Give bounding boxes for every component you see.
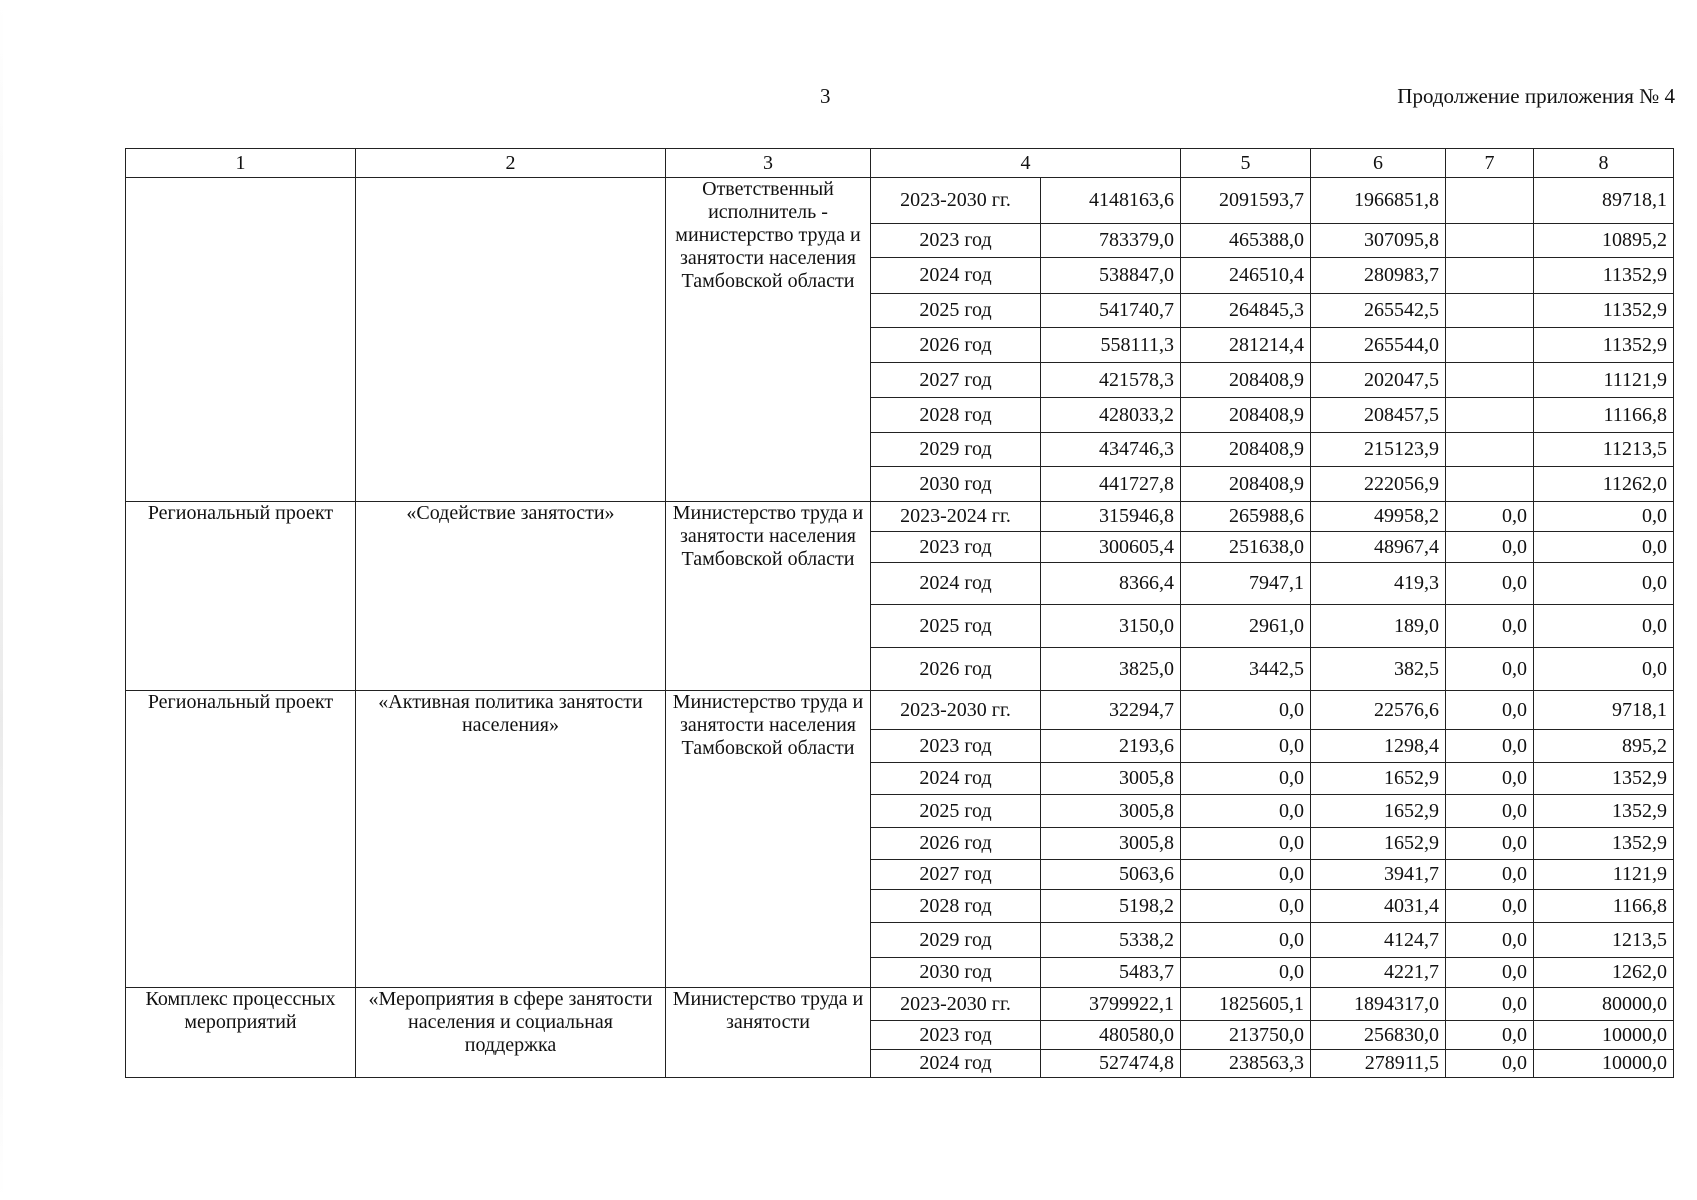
period-cell: 2025 год [871, 294, 1041, 328]
amount-cell-6: 4124,7 [1311, 923, 1446, 958]
table-body [126, 178, 1674, 1078]
amount-cell-6: 307095,8 [1311, 224, 1446, 258]
amount-cell-4: 3799922,1 [1041, 988, 1181, 1021]
section-name-cell: «Содействие занятости» [356, 502, 666, 691]
period-cell: 2024 год [871, 563, 1041, 605]
page-number: 3 [820, 84, 831, 108]
amount-cell-7: 0,0 [1446, 958, 1534, 988]
amount-cell-7: 0,0 [1446, 795, 1534, 828]
amount-cell-5: 213750,0 [1181, 1021, 1311, 1050]
amount-cell-7: 0,0 [1446, 691, 1534, 730]
amount-cell-6: 4031,4 [1311, 890, 1446, 923]
amount-cell-4: 538847,0 [1041, 258, 1181, 294]
amount-cell-7 [1446, 224, 1534, 258]
amount-cell-6: 208457,5 [1311, 398, 1446, 433]
amount-cell-8: 11352,9 [1534, 258, 1674, 294]
amount-cell-8: 0,0 [1534, 563, 1674, 605]
executor-cell: Министерство труда и занятости [666, 988, 871, 1078]
amount-cell-6: 1298,4 [1311, 730, 1446, 763]
table-row [126, 502, 1674, 532]
amount-cell-5: 265988,6 [1181, 502, 1311, 532]
amount-cell-6: 1652,9 [1311, 763, 1446, 795]
amount-cell-5: 0,0 [1181, 828, 1311, 860]
amount-cell-6: 256830,0 [1311, 1021, 1446, 1050]
amount-cell-5: 0,0 [1181, 890, 1311, 923]
period-cell: 2024 год [871, 258, 1041, 294]
amount-cell-6: 382,5 [1311, 648, 1446, 691]
amount-cell-6: 278911,5 [1311, 1050, 1446, 1078]
amount-cell-4: 3005,8 [1041, 828, 1181, 860]
amount-cell-6: 48967,4 [1311, 532, 1446, 563]
section-type-cell: Региональный проект [126, 502, 356, 691]
period-cell: 2024 год [871, 763, 1041, 795]
period-cell: 2023-2030 гг. [871, 691, 1041, 730]
amount-cell-5: 2961,0 [1181, 605, 1311, 648]
amount-cell-7: 0,0 [1446, 923, 1534, 958]
amount-cell-6: 1894317,0 [1311, 988, 1446, 1021]
amount-cell-8: 1352,9 [1534, 828, 1674, 860]
period-cell: 2027 год [871, 860, 1041, 890]
amount-cell-6: 3941,7 [1311, 860, 1446, 890]
amount-cell-8: 11262,0 [1534, 467, 1674, 502]
amount-cell-4: 3005,8 [1041, 795, 1181, 828]
amount-cell-4: 32294,7 [1041, 691, 1181, 730]
amount-cell-4: 558111,3 [1041, 328, 1181, 363]
amount-cell-8: 11352,9 [1534, 294, 1674, 328]
amount-cell-4: 2193,6 [1041, 730, 1181, 763]
period-cell: 2023 год [871, 1021, 1041, 1050]
amount-cell-8: 11166,8 [1534, 398, 1674, 433]
amount-cell-8: 0,0 [1534, 502, 1674, 532]
amount-cell-7 [1446, 467, 1534, 502]
section-type-cell: Региональный проект [126, 691, 356, 988]
amount-cell-6: 4221,7 [1311, 958, 1446, 988]
period-cell: 2026 год [871, 648, 1041, 691]
scan-edge [0, 0, 3, 1200]
amount-cell-7: 0,0 [1446, 988, 1534, 1021]
column-number: 5 [1181, 149, 1311, 178]
table-row [126, 988, 1674, 1021]
amount-cell-7: 0,0 [1446, 890, 1534, 923]
amount-cell-8: 1352,9 [1534, 763, 1674, 795]
amount-cell-8: 10895,2 [1534, 224, 1674, 258]
amount-cell-5: 3442,5 [1181, 648, 1311, 691]
amount-cell-5: 208408,9 [1181, 363, 1311, 398]
period-cell: 2023 год [871, 730, 1041, 763]
amount-cell-7: 0,0 [1446, 1050, 1534, 1078]
amount-cell-8: 11213,5 [1534, 433, 1674, 467]
period-cell: 2030 год [871, 467, 1041, 502]
period-cell: 2023-2030 гг. [871, 178, 1041, 224]
table-row [126, 178, 1674, 224]
period-cell: 2029 год [871, 923, 1041, 958]
column-number: 3 [666, 149, 871, 178]
period-cell: 2025 год [871, 605, 1041, 648]
amount-cell-8: 1213,5 [1534, 923, 1674, 958]
amount-cell-5: 0,0 [1181, 923, 1311, 958]
amount-cell-7 [1446, 433, 1534, 467]
amount-cell-6: 265542,5 [1311, 294, 1446, 328]
amount-cell-7: 0,0 [1446, 860, 1534, 890]
amount-cell-8: 10000,0 [1534, 1050, 1674, 1078]
amount-cell-6: 1652,9 [1311, 828, 1446, 860]
amount-cell-4: 4148163,6 [1041, 178, 1181, 224]
column-number: 8 [1534, 149, 1674, 178]
period-cell: 2027 год [871, 363, 1041, 398]
period-cell: 2026 год [871, 328, 1041, 363]
amount-cell-6: 215123,9 [1311, 433, 1446, 467]
amount-cell-4: 421578,3 [1041, 363, 1181, 398]
amount-cell-4: 5063,6 [1041, 860, 1181, 890]
executor-cell: Ответственный исполнитель - министерство труда и занятости населения Тамбовской области [666, 178, 871, 502]
section-type-cell [126, 178, 356, 502]
amount-cell-7 [1446, 294, 1534, 328]
amount-cell-4: 783379,0 [1041, 224, 1181, 258]
amount-cell-5: 465388,0 [1181, 224, 1311, 258]
amount-cell-8: 0,0 [1534, 648, 1674, 691]
period-cell: 2024 год [871, 1050, 1041, 1078]
amount-cell-7: 0,0 [1446, 730, 1534, 763]
period-cell: 2028 год [871, 398, 1041, 433]
column-number-row [126, 149, 1674, 178]
column-number: 6 [1311, 149, 1446, 178]
amount-cell-4: 441727,8 [1041, 467, 1181, 502]
amount-cell-8: 10000,0 [1534, 1021, 1674, 1050]
amount-cell-5: 238563,3 [1181, 1050, 1311, 1078]
amount-cell-5: 0,0 [1181, 763, 1311, 795]
amount-cell-6: 49958,2 [1311, 502, 1446, 532]
section-name-cell: «Мероприятия в сфере занятости населения и социальная поддержка [356, 988, 666, 1078]
amount-cell-5: 251638,0 [1181, 532, 1311, 563]
amount-cell-4: 3005,8 [1041, 763, 1181, 795]
amount-cell-8: 895,2 [1534, 730, 1674, 763]
amount-cell-5: 0,0 [1181, 730, 1311, 763]
amount-cell-8: 11352,9 [1534, 328, 1674, 363]
amount-cell-5: 208408,9 [1181, 398, 1311, 433]
amount-cell-7: 0,0 [1446, 763, 1534, 795]
amount-cell-5: 7947,1 [1181, 563, 1311, 605]
amount-cell-8: 11121,9 [1534, 363, 1674, 398]
amount-cell-7: 0,0 [1446, 502, 1534, 532]
section-type-cell: Комплекс процессных мероприятий [126, 988, 356, 1078]
amount-cell-8: 9718,1 [1534, 691, 1674, 730]
amount-cell-7 [1446, 258, 1534, 294]
amount-cell-5: 1825605,1 [1181, 988, 1311, 1021]
amount-cell-8: 1121,9 [1534, 860, 1674, 890]
amount-cell-7 [1446, 178, 1534, 224]
amount-cell-5: 0,0 [1181, 691, 1311, 730]
amount-cell-6: 265544,0 [1311, 328, 1446, 363]
period-cell: 2025 год [871, 795, 1041, 828]
period-cell: 2023-2030 гг. [871, 988, 1041, 1021]
amount-cell-4: 315946,8 [1041, 502, 1181, 532]
amount-cell-4: 480580,0 [1041, 1021, 1181, 1050]
amount-cell-5: 281214,4 [1181, 328, 1311, 363]
amount-cell-6: 280983,7 [1311, 258, 1446, 294]
amount-cell-6: 1652,9 [1311, 795, 1446, 828]
amount-cell-4: 5338,2 [1041, 923, 1181, 958]
amount-cell-4: 300605,4 [1041, 532, 1181, 563]
amount-cell-6: 189,0 [1311, 605, 1446, 648]
period-cell: 2023 год [871, 224, 1041, 258]
section-name-cell: «Активная политика занятости населения» [356, 691, 666, 988]
column-number: 4 [871, 149, 1181, 178]
amount-cell-5: 246510,4 [1181, 258, 1311, 294]
amount-cell-4: 5483,7 [1041, 958, 1181, 988]
column-number: 2 [356, 149, 666, 178]
amount-cell-5: 0,0 [1181, 860, 1311, 890]
amount-cell-4: 3150,0 [1041, 605, 1181, 648]
amount-cell-4: 527474,8 [1041, 1050, 1181, 1078]
amount-cell-4: 5198,2 [1041, 890, 1181, 923]
amount-cell-7: 0,0 [1446, 605, 1534, 648]
amount-cell-4: 541740,7 [1041, 294, 1181, 328]
amount-cell-7 [1446, 363, 1534, 398]
period-cell: 2029 год [871, 433, 1041, 467]
amount-cell-8: 80000,0 [1534, 988, 1674, 1021]
amount-cell-5: 208408,9 [1181, 433, 1311, 467]
amount-cell-8: 1352,9 [1534, 795, 1674, 828]
amount-cell-4: 3825,0 [1041, 648, 1181, 691]
amount-cell-6: 1966851,8 [1311, 178, 1446, 224]
amount-cell-8: 0,0 [1534, 532, 1674, 563]
amount-cell-6: 222056,9 [1311, 467, 1446, 502]
amount-cell-6: 202047,5 [1311, 363, 1446, 398]
executor-cell: Министерство труда и занятости населения Тамбовской области [666, 502, 871, 691]
amount-cell-6: 419,3 [1311, 563, 1446, 605]
table-row [126, 691, 1674, 730]
period-cell: 2023-2024 гг. [871, 502, 1041, 532]
amount-cell-7: 0,0 [1446, 1021, 1534, 1050]
amount-cell-5: 2091593,7 [1181, 178, 1311, 224]
period-cell: 2026 год [871, 828, 1041, 860]
appendix-note: Продолжение приложения № 4 [1397, 84, 1675, 108]
amount-cell-7: 0,0 [1446, 648, 1534, 691]
period-cell: 2023 год [871, 532, 1041, 563]
amount-cell-4: 428033,2 [1041, 398, 1181, 433]
amount-cell-4: 434746,3 [1041, 433, 1181, 467]
amount-cell-8: 1166,8 [1534, 890, 1674, 923]
amount-cell-5: 264845,3 [1181, 294, 1311, 328]
amount-cell-7: 0,0 [1446, 532, 1534, 563]
period-cell: 2028 год [871, 890, 1041, 923]
column-number: 1 [126, 149, 356, 178]
amount-cell-6: 22576,6 [1311, 691, 1446, 730]
amount-cell-5: 208408,9 [1181, 467, 1311, 502]
amount-cell-7 [1446, 328, 1534, 363]
amount-cell-7: 0,0 [1446, 828, 1534, 860]
funding-table [125, 148, 1674, 1078]
period-cell: 2030 год [871, 958, 1041, 988]
amount-cell-8: 1262,0 [1534, 958, 1674, 988]
section-name-cell [356, 178, 666, 502]
amount-cell-7 [1446, 398, 1534, 433]
amount-cell-8: 0,0 [1534, 605, 1674, 648]
amount-cell-4: 8366,4 [1041, 563, 1181, 605]
amount-cell-5: 0,0 [1181, 958, 1311, 988]
amount-cell-5: 0,0 [1181, 795, 1311, 828]
column-number: 7 [1446, 149, 1534, 178]
amount-cell-8: 89718,1 [1534, 178, 1674, 224]
amount-cell-7: 0,0 [1446, 563, 1534, 605]
executor-cell: Министерство труда и занятости населения Тамбовской области [666, 691, 871, 988]
